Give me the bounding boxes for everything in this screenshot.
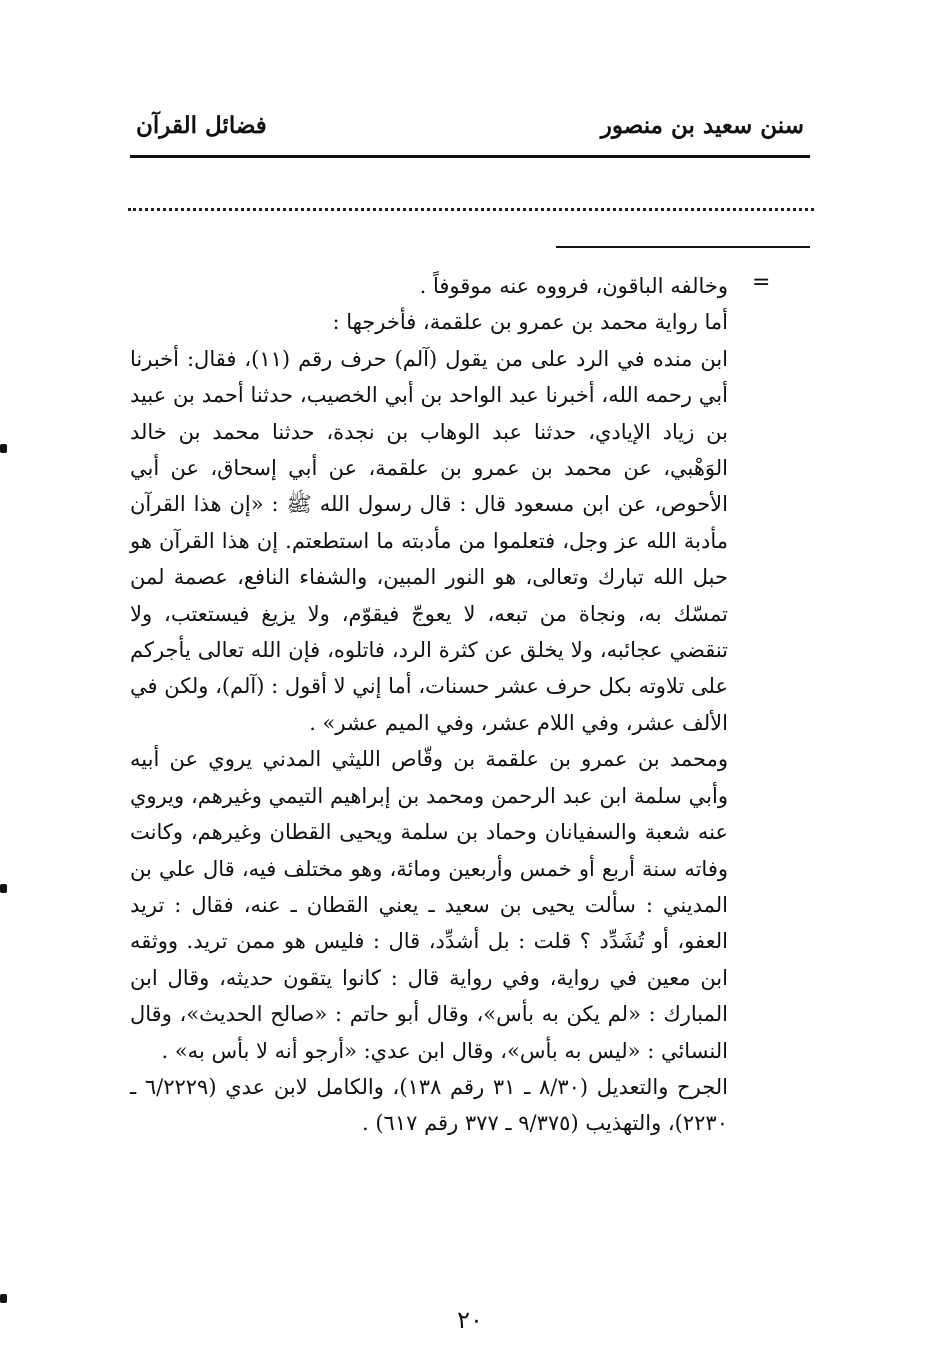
scan-mark bbox=[0, 884, 7, 893]
paragraph-references: الجرح والتعديل (٨/٣٠ ـ ٣١ رقم ١٣٨)، والكامل لابن عدي (٦/٢٢٢٩ ـ ٢٢٣٠)، والتهذيب (٩/٣٧٥ ـ ٣٧٧ رقم ٦١٧) . bbox=[130, 1074, 728, 1136]
paragraph-mawquf: وخالفه الباقون، فرووه عنه موقوفاً . bbox=[419, 274, 728, 298]
footnote-separator bbox=[556, 246, 810, 248]
paragraph-hadith: ابن منده في الرد على من يقول (آلم) حرف رقم (١١)، فقال: أخبرنا أبي رحمه الله، أخبرنا عبد الواحد بن أبي الخصيب، حدثنا أحمد بن عبيد بن زياد الإيادي، حدثنا عبد الوهاب بن نجدة، حدثنا محمد بن خالد الوَهْبي، عن محمد بن عمرو بن علقمة، عن أبي إسحاق، عن أبي الأحوص، عن ابن مسعود قال : قال رسول الله ﷺ : «إن هذا القرآن مأدبة الله عز وجل، فتعلموا من مأدبته ما استطعتم. إن هذا القرآن هو حبل الله تبارك وتعالى، هو النور المبين، والشفاء النافع، عصمة لمن تمسّك به، ونجاة من تبعه، لا يعوجّ فيقوّم، ولا يزيغ فيستعتب، ولا تنقضي عجائبه، ولا يخلق عن كثرة الرد، فاتلوه، فإن الله تعالى يأجركم على تلاوته بكل حرف عشر حسنات، أما إني لا أقول : (آلم)، ولكن في الألف عشر، وفي اللام عشر، وفي الميم عشر» . bbox=[130, 346, 728, 735]
dotted-separator bbox=[128, 208, 814, 211]
continuation-mark: = bbox=[752, 270, 771, 295]
scan-mark bbox=[0, 444, 7, 453]
section-title: فضائل القرآن bbox=[136, 112, 267, 139]
header-rule bbox=[130, 155, 810, 158]
book-title: سنن سعيد بن منصور bbox=[600, 112, 804, 139]
footnote-body bbox=[130, 268, 728, 1142]
scan-mark bbox=[0, 1294, 7, 1303]
paragraph-riwaya-intro: أما رواية محمد بن عمرو بن علقمة، فأخرجها : bbox=[332, 310, 728, 335]
paragraph-narrator-bio: ومحمد بن عمرو بن علقمة بن وقّاص الليثي المدني يروي عن أبيه وأبي سلمة ابن عبد الرحمن ومحمد بن إبراهيم التيمي وغيرهم، ويروي عنه شعبة والسفيانان وحماد بن سلمة ويحيى القطان وغيرهم، وكانت وفاته سنة أربع أو خمس وأربعين ومائة، وهو مختلف فيه، قال علي بن المديني : سألت يحيى بن سعيد ـ يعني القطان ـ عنه، فقال : تريد العفو، أو تُشَدِّد ؟ قلت : بل أشدِّد، قال : فليس هو ممن تريد. ووثقه ابن معين في رواية، وفي رواية قال : كانوا يتقون حديثه، وقال ابن المبارك : «لم يكن به بأس»، وقال أبو حاتم : «صالح الحديث»، وقال النسائي : «ليس به بأس»، وقال ابن عدي: «أرجو أنه لا بأس به» . bbox=[130, 747, 728, 1063]
page-number: ٢٠ bbox=[457, 1306, 483, 1334]
